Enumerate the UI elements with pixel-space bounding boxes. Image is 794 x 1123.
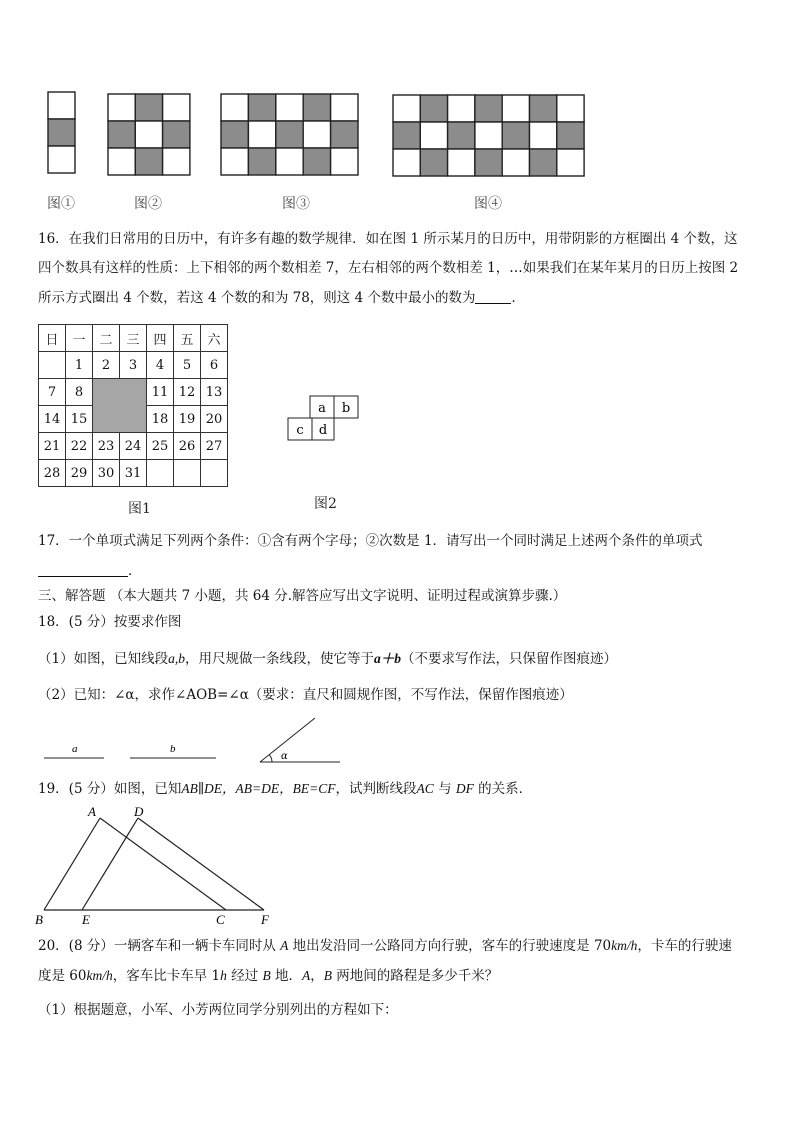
q17-line2 [38, 561, 142, 581]
blank-square [502, 95, 529, 122]
blank-square [448, 95, 475, 122]
fig2-cell-c: c [296, 423, 304, 438]
blank-square [393, 149, 420, 176]
shaded-square [393, 122, 420, 149]
q16-line2: 四个数具有这样的性质：上下相邻的两个数相差 7，左右相邻的两个数相差 1，…如果我们在某年某月的日历上按图 2 [38, 260, 739, 276]
q19-segment-df: DF [455, 781, 474, 796]
calendar-cell: 27 [201, 433, 228, 460]
q20-line1-b: 地出发沿同一公路同方向行驶，客车的行驶速度是 70 [292, 938, 612, 954]
blank-square [331, 148, 358, 175]
segment-b-label: b [170, 743, 176, 755]
calendar-cell: 7 [39, 379, 66, 406]
fig2-cell-d: d [318, 423, 328, 438]
blank-square [331, 94, 358, 121]
blank-square [276, 148, 303, 175]
blank-square [530, 122, 557, 149]
q18-title: 18．(5 分）按要求作图 [38, 614, 182, 630]
calendar-cell [174, 460, 201, 487]
calendar-header: 六 [201, 325, 228, 352]
q16-line3-end: ． [511, 290, 525, 306]
q17-line2-end: ． [128, 563, 142, 579]
calendar-cell: 18 [147, 406, 174, 433]
q20-line3: （1）根据题意，小军、小芳两位同学分别列出的方程如下： [38, 1002, 398, 1018]
point-b-label: B [35, 912, 43, 927]
fig2-cross-shape [286, 394, 362, 444]
calendar-header: 一 [66, 325, 93, 352]
shaded-square [530, 149, 557, 176]
shaded-square [475, 95, 502, 122]
shaded-square [475, 149, 502, 176]
calendar-row [39, 379, 228, 406]
q19-segment-ac: AC [416, 781, 434, 796]
calendar-figure [38, 324, 228, 487]
q18-part1-text-c: （不要求写作法，只保留作图痕迹） [400, 651, 617, 667]
calendar-cell: 22 [66, 433, 93, 460]
q20-point-a: A [280, 938, 289, 953]
q17-line1: 17．一个单项式满足下列两个条件：①含有两个字母；②次数是 1．请写出一个同时满足上述两个条件的单项式 [38, 533, 703, 549]
q18-part1-text-a: （1）如图，已知线段 [38, 651, 169, 667]
calendar-cell: 25 [147, 433, 174, 460]
blank-square [48, 92, 75, 119]
calendar-cell: 15 [66, 406, 93, 433]
calendar-cell: 31 [120, 460, 147, 487]
calendar-cell: 14 [39, 406, 66, 433]
q20-speed-unit-1: km/h [611, 938, 638, 953]
line-ab [44, 818, 100, 910]
calendar-row [39, 460, 228, 487]
blank-square [221, 148, 248, 175]
q16-line1: 16．在我们日常用的日历中，有许多有趣的数学规律．如在图 1 所示某月的日历中，用带阴影的方框圈出 4 个数，这 [38, 231, 738, 247]
shaded-square [303, 94, 330, 121]
shaded-square [530, 95, 557, 122]
shaded-square [420, 149, 447, 176]
calendar-cell: 12 [174, 379, 201, 406]
blank-square [475, 122, 502, 149]
pattern-figure-3 [221, 94, 358, 175]
fig2-cell-b: b [341, 401, 351, 416]
blank-square [163, 148, 190, 175]
angle-alpha-label: α [281, 751, 288, 762]
q18-figures [38, 712, 358, 772]
shaded-square [557, 122, 584, 149]
calendar-caption: 图1 [128, 501, 151, 517]
pattern-figure-4 [393, 95, 584, 176]
blank-square [248, 121, 275, 148]
shaded-square [108, 121, 135, 148]
section3-heading: 三、解答题 （本大题共 7 小题，共 64 分.解答应写出文字说明、证明过程或演算步骤.） [38, 588, 567, 604]
q18-part2: （2）已知：∠α，求作∠AOB=∠α（要求：直尺和圆规作图，不写作法，保留作图痕迹） [38, 687, 573, 703]
pattern-figure-1 [48, 92, 75, 173]
shaded-square [303, 148, 330, 175]
blank-square [135, 121, 162, 148]
q20-point-b2: B [323, 968, 333, 983]
q17-answer-blank [38, 562, 128, 577]
blank-square [163, 94, 190, 121]
q19-given: AB∥DE，AB=DE，BE=CF [181, 781, 336, 796]
q18-part1-expr: a＋b [373, 651, 401, 666]
calendar-cell [147, 460, 174, 487]
q16-line3 [38, 288, 525, 308]
shaded-square [135, 94, 162, 121]
q20-point-b: B [262, 968, 271, 983]
calendar-cell: 21 [39, 433, 66, 460]
calendar-cell: 26 [174, 433, 201, 460]
blank-square [420, 122, 447, 149]
blank-square [557, 95, 584, 122]
calendar-header-row [39, 325, 228, 352]
line-de [82, 818, 138, 910]
point-d-label: D [134, 804, 144, 819]
q18-part1-text-b: ，用尺规做一条线段，使它等于 [184, 651, 374, 667]
shaded-square [248, 94, 275, 121]
point-c-label: C [216, 912, 225, 927]
calendar-row [39, 433, 228, 460]
q20-line1-c: ，卡车的行驶速 [637, 938, 732, 954]
q16-answer-blank [475, 289, 511, 304]
q20-line2-f: ， [310, 968, 324, 984]
figure-caption-2: 图② [134, 196, 162, 212]
shaded-square [448, 122, 475, 149]
calendar-table [38, 324, 228, 487]
line-ac [100, 818, 226, 910]
q20-line2 [38, 966, 498, 986]
shaded-square [93, 379, 147, 433]
calendar-cell: 1 [66, 352, 93, 379]
q20-line2-h: 两地间的路程是多少千米？ [332, 968, 499, 984]
calendar-header: 三 [120, 325, 147, 352]
q20-speed-unit-2: km/h [86, 968, 113, 983]
blank-square [221, 94, 248, 121]
shaded-square [221, 121, 248, 148]
fig2-cell-a: a [318, 401, 326, 416]
calendar-header: 四 [147, 325, 174, 352]
blank-square [276, 94, 303, 121]
calendar-cell: 28 [39, 460, 66, 487]
q20-line2-a: 度是 60 [38, 968, 87, 984]
fig2-caption: 图2 [314, 496, 337, 512]
q19-text-g: 的关系． [473, 781, 533, 797]
angle-arc [269, 755, 272, 762]
q18-part1 [38, 649, 617, 669]
shaded-square [331, 121, 358, 148]
calendar-header: 五 [174, 325, 201, 352]
calendar-cell: 3 [120, 352, 147, 379]
shaded-square [502, 122, 529, 149]
segment-a-label: a [72, 743, 78, 755]
shaded-square [248, 148, 275, 175]
pattern-figure-2 [108, 94, 190, 175]
figure-caption-1: 图① [47, 196, 75, 212]
blank-square [303, 121, 330, 148]
calendar-cell: 11 [147, 379, 174, 406]
q20-line2-c: 经过 [226, 968, 259, 984]
shaded-square [48, 119, 75, 146]
q19-triangle-figure [30, 800, 290, 928]
calendar-header: 日 [39, 325, 66, 352]
q19-text-e: 与 [433, 781, 456, 797]
shaded-square [163, 121, 190, 148]
calendar-cell: 24 [120, 433, 147, 460]
calendar-cell: 13 [201, 379, 228, 406]
point-f-label: F [261, 912, 269, 927]
calendar-cell: 6 [201, 352, 228, 379]
calendar-cell: 19 [174, 406, 201, 433]
blank-square [448, 149, 475, 176]
figure-caption-3: 图③ [282, 196, 310, 212]
calendar-cell: 30 [93, 460, 120, 487]
calendar-row [39, 352, 228, 379]
q16-line3-text: 所示方式圈出 4 个数，若这 4 个数的和为 78，则这 4 个数中最小的数为 [38, 290, 476, 306]
calendar-cell: 4 [147, 352, 174, 379]
q19-text-a: 19．(5 分）如图，已知 [38, 781, 182, 797]
q20-line2-d: 地． [270, 968, 303, 984]
calendar-cell: 23 [93, 433, 120, 460]
shaded-square [420, 95, 447, 122]
calendar-cell: 8 [66, 379, 93, 406]
line-df [138, 818, 264, 910]
blank-square [502, 149, 529, 176]
calendar-cell: 5 [174, 352, 201, 379]
q20-line2-b: ，客车比卡车早 1 [112, 968, 221, 984]
calendar-cell: 29 [66, 460, 93, 487]
figure-caption-4: 图④ [474, 196, 502, 212]
pattern-figures [0, 0, 794, 215]
blank-square [48, 146, 75, 173]
q20-point-a2: A [302, 968, 311, 983]
q20-hour-unit: h [220, 968, 227, 983]
calendar-cell [39, 352, 66, 379]
blank-square [108, 94, 135, 121]
q19-text-c: ，试判断线段 [335, 781, 417, 797]
calendar-header: 二 [93, 325, 120, 352]
q18-part1-vars: a,b [168, 651, 185, 666]
blank-square [393, 95, 420, 122]
q19-text [38, 779, 532, 799]
q20-line1 [38, 936, 732, 956]
point-e-label: E [82, 912, 90, 927]
blank-square [557, 149, 584, 176]
shaded-square [276, 121, 303, 148]
calendar-cell: 2 [93, 352, 120, 379]
point-a-label: A [88, 804, 96, 819]
blank-square [108, 148, 135, 175]
calendar-cell: 20 [201, 406, 228, 433]
shaded-square [135, 148, 162, 175]
calendar-cell [201, 460, 228, 487]
q20-line1-a: 20．(8 分）一辆客车和一辆卡车同时从 [38, 938, 276, 954]
